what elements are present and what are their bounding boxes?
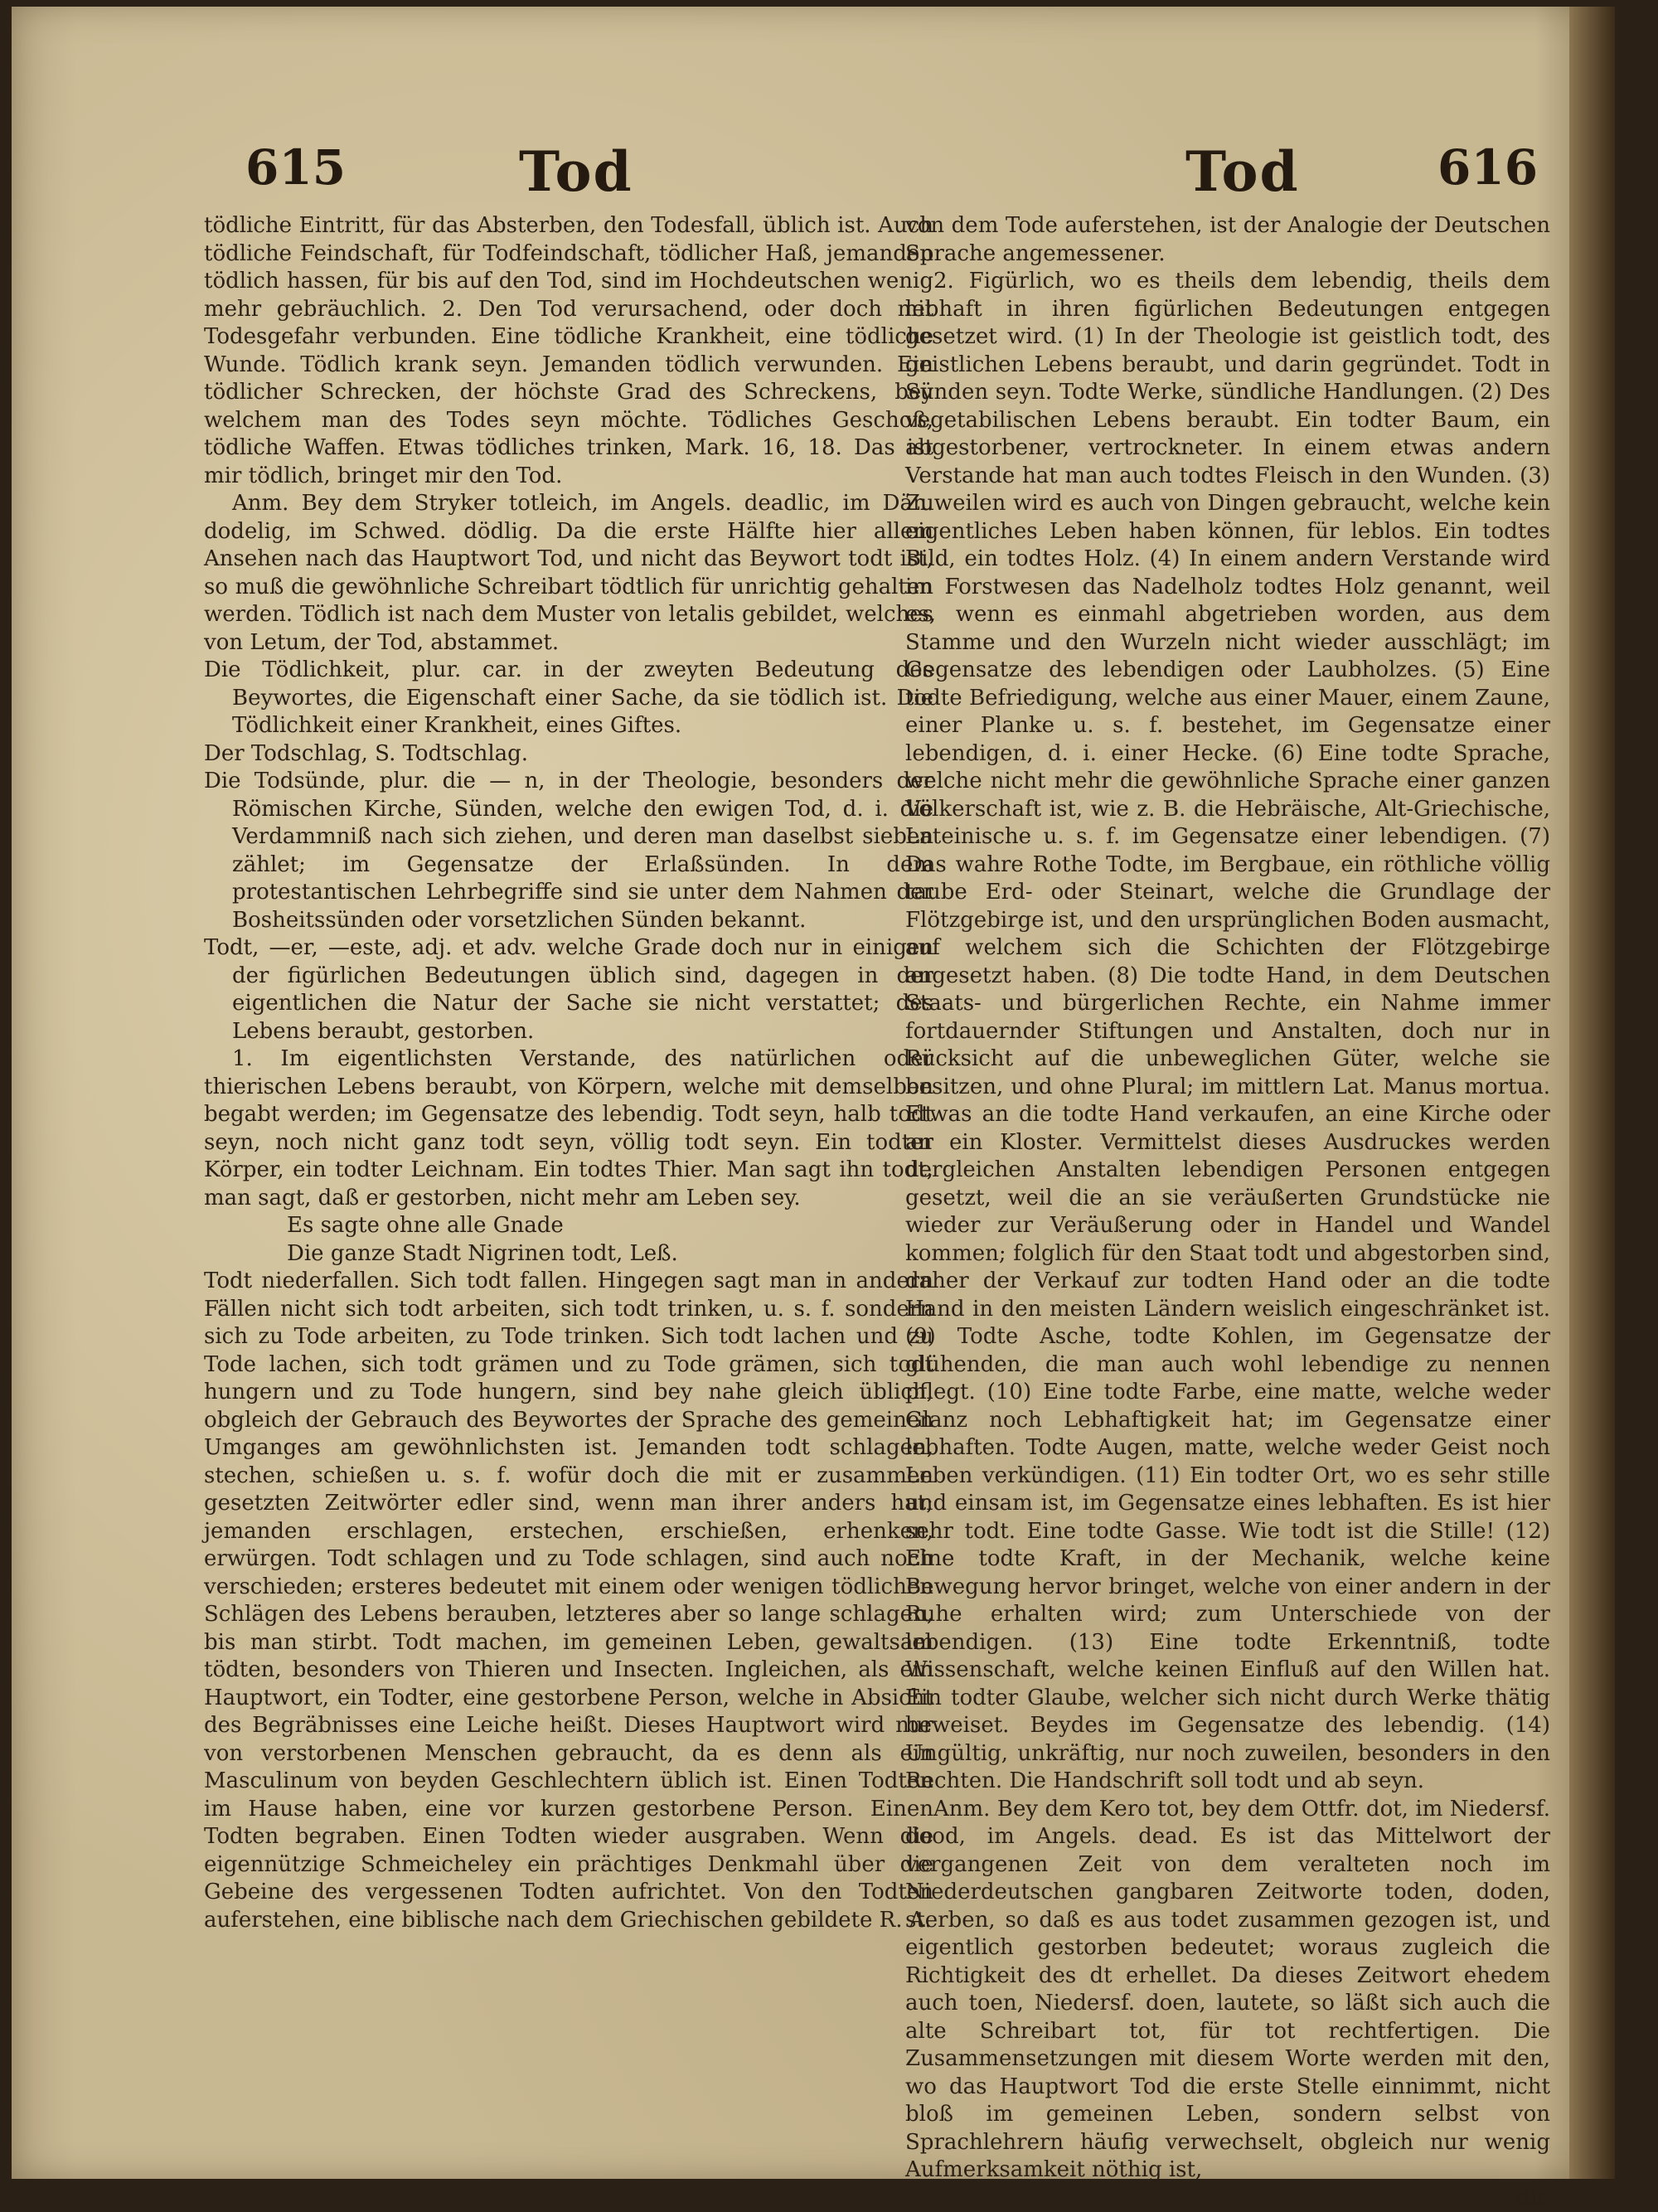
right-column-paragraph: 2. Figürlich, wo es theils dem lebendig, theils dem lebhaft in ihren figürlichen Bedeutungen entgegen gesetzet wird. (1) In der Theologie ist geistlich todt, des geistlichen Lebens beraubt, und darin gegründet. Todt in Sünden seyn. Todte Werke, sündliche Handlungen. (2) Des vegetabilischen Lebens beraubt. Ein todter Baum, ein abgestorbener, vertrockneter. In einem etwas andern Verstande hat man auch todtes Fleisch in den Wunden. (3) Zuweilen wird es auch von Dingen gebraucht, welche kein eigentliches Leben haben können, für leblos. Ein todtes Bild, ein todtes Holz. (4) In einem andern Verstande wird im Forstwesen das Nadelholz todtes Holz genannt, weil es, wenn es einmahl abgetrieben worden, aus dem Stamme und den Wurzeln nicht wieder ausschlägt; im Gegensatze des lebendigen oder Laubholzes. (5) Eine todte Befriedigung, welche aus einer Mauer, einem Zaune, einer Planke u. s. f. bestehet, im Gegensatze einer lebendigen, d. i. einer Hecke. (6) Eine todte Sprache, welche nicht mehr die gewöhnliche Sprache einer ganzen Völkerschaft ist, wie z. B. die Hebräische, Alt-Griechische, Lateinische u. s. f. im Gegensatze einer lebendigen. (7) Das wahre Rothe Todte, im Bergbaue, ein röthliche völlig taube Erd- oder Steinart, welche die Grundlage der Flötzgebirge ist, und den ursprünglichen Boden ausmacht, auf welchem sich die Schichten der Flötzgebirge angesetzt haben. (8) Die todte Hand, in dem Deutschen Staats- und bürgerlichen Rechte, ein Nahme immer fortdauernder Stiftungen und Anstalten, doch nur in Rücksicht auf die unbeweglichen Güter, welche sie besitzen, und ohne Plural; im mittlern Lat. Manus mortua. Etwas an die todte Hand verkaufen, an eine Kirche oder an ein Kloster. Vermittelst dieses Ausdruckes werden dergleichen Anstalten lebendigen Personen entgegen gesetzt, weil die an sie veräußerten Grundstücke nie wieder zur Veräußerung oder in Handel und Wandel kommen; folglich für den Staat todt und abgestorben sind, daher der Verkauf zur todten Hand oder an die todte Hand in den meisten Ländern weislich eingeschränket ist. (9) Todte Asche, todte Kohlen, im Gegensatze der glühenden, die man auch wohl lebendige zu nennen pflegt. (10) Eine todte Farbe, eine matte, welche weder Glanz noch Lebhaftigkeit hat; im Gegensatze einer lebhaften. Todte Augen, matte, welche weder Geist noch Leben verkündigen. (11) Ein todter Ort, wo es sehr stille und einsam ist, im Gegensatze eines lebhaften. Es ist hier sehr todt. Eine todte Gasse. Wie todt ist die Stille! (12) Eine todte Kraft, in der Mechanik, welche keine Bewegung hervor bringet, welche von einer andern in der Ruhe erhalten wird; zum Unterschiede von der lebendigen. (13) Eine todte Erkenntniß, todte Wissenschaft, welche keinen Einfluß auf den Willen hat. Ein todter Glaube, welcher sich nicht durch Werke thätig beweiset. Beydes im Gegensatze des lebendig. (14) Ungültig, unkräftig, nur noch zuweilen, besonders in den Rechten. Die Handschrift soll todt und ab seyn.: [905, 268, 1550, 1796]
left-column-paragraph: Die ganze Stadt Nigrinen todt, Leß.: [204, 1240, 933, 1269]
book-gutter: [1569, 7, 1615, 2179]
right-column-paragraph: die: [905, 2185, 1550, 2212]
right-text-column: [905, 212, 1550, 2212]
left-column-paragraph: Die Todsünde, plur. die — n, in der Theologie, besonders der Römischen Kirche, Sünden, welche den ewigen Tod, d. i. die Verdammniß nach sich ziehen, und deren man daselbst sieben zählet; im Gegensatze der Erlaßsünden. In dem protestantischen Lehrbegriffe sind sie unter dem Nahmen der Bosheitssünden oder vorsetzlichen Sünden bekannt.: [204, 768, 933, 934]
book-page: [12, 7, 1615, 2179]
right-column-paragraph: von dem Tode auferstehen, ist der Analogie der Deutschen Sprache angemessener.: [905, 212, 1550, 268]
left-column-paragraph: tödliche Eintritt, für das Absterben, den Todesfall, üblich ist. Auch tödliche Feindschaft, für Todfeindschaft, tödlicher Haß, jemanden tödlich hassen, für bis auf den Tod, sind im Hochdeutschen wenig mehr gebräuchlich. 2. Den Tod verursachend, oder doch mit Todesgefahr verbunden. Eine tödliche Krankheit, eine tödliche Wunde. Tödlich krank seyn. Jemanden tödlich verwunden. Ein tödlicher Schrecken, der höchste Grad des Schreckens, bey welchem man des Todes seyn möchte. Tödliches Geschoß, tödliche Waffen. Etwas tödliches trinken, Mark. 16, 18. Das ist mir tödlich, bringet mir den Tod.: [204, 212, 933, 490]
left-column-paragraph: Es sagte ohne alle Gnade: [204, 1212, 933, 1240]
left-column-paragraph: Der Todschlag, S. Todtschlag.: [204, 740, 933, 769]
right-page-number: 616: [1437, 139, 1538, 196]
left-column-paragraph: Anm. Bey dem Stryker totleich, im Angels. deadlic, im Dän. dodelig, im Schwed. dödlig. Da die erste Hälfte hier allem Ansehen nach das Hauptwort Tod, und nicht das Beywort todt ist, so muß die gewöhnliche Schreibart tödtlich für unrichtig gehalten werden. Tödlich ist nach dem Muster von letalis gebildet, welches von Letum, der Tod, abstammet.: [204, 490, 933, 657]
left-column-paragraph: Todt niederfallen. Sich todt fallen. Hingegen sagt man in andern Fällen nicht sich todt arbeiten, sich todt trinken, u. s. f. sondern sich zu Tode arbeiten, zu Tode trinken. Sich todt lachen und zu Tode lachen, sich todt grämen und zu Tode grämen, sich todt hungern und zu Tode hungern, sind bey nahe gleich üblich, obgleich der Gebrauch des Beywortes der Sprache des gemeinen Umganges am gewöhnlichsten ist. Jemanden todt schlagen, stechen, schießen u. s. f. wofür doch die mit er zusammen gesetzten Zeitwörter edler sind, wenn man ihrer anders hat; jemanden erschlagen, erstechen, erschießen, erhenken, erwürgen. Todt schlagen und zu Tode schlagen, sind auch noch verschieden; ersteres bedeutet mit einem oder wenigen tödlichen Schlägen des Lebens berauben, letzteres aber so lange schlagen, bis man stirbt. Todt machen, im gemeinen Leben, gewaltsam tödten, besonders von Thieren und Insecten. Ingleichen, als ein Hauptwort, ein Todter, eine gestorbene Person, welche in Absicht des Begräbnisses eine Leiche heißt. Dieses Hauptwort wird nur von verstorbenen Menschen gebraucht, da es denn als ein Masculinum von beyden Geschlechtern üblich ist. Einen Todten im Hause haben, eine vor kurzen gestorbene Person. Einen Todten begraben. Einen Todten wieder ausgraben. Wenn die eigennützige Schmeicheley ein prächtiges Denkmahl über die Gebeine des vergessenen Todten aufrichtet. Von den Todten auferstehen, eine biblische nach dem Griechischen gebildete R. A.: [204, 1268, 933, 1934]
left-column-paragraph: 1. Im eigentlichsten Verstande, des natürlichen oder thierischen Lebens beraubt, von Körpern, welche mit demselben begabt werden; im Gegensatze des lebendig. Todt seyn, halb todt seyn, noch nicht ganz todt seyn, völlig todt seyn. Ein todter Körper, ein todter Leichnam. Ein todtes Thier. Man sagt ihn todt, man sagt, daß er gestorben, nicht mehr am Leben sey.: [204, 1045, 933, 1212]
right-running-head: Tod: [1185, 139, 1300, 204]
left-page-number: 615: [245, 139, 346, 196]
left-text-column: [204, 212, 933, 1934]
left-column-paragraph: Die Tödlichkeit, plur. car. in der zweyten Bedeutung des Beywortes, die Eigenschaft einer Sache, da sie tödlich ist. Die Tödlichkeit einer Krankheit, eines Giftes.: [204, 657, 933, 740]
left-column-paragraph: Todt, —er, —este, adj. et adv. welche Grade doch nur in einigen der figürlichen Bedeutungen üblich sind, dagegen in der eigentlichen die Natur der Sache sie nicht verstattet; des Lebens beraubt, gestorben.: [204, 934, 933, 1045]
right-column-paragraph: Anm. Bey dem Kero tot, bey dem Ottfr. dot, im Niedersf. dood, im Angels. dead. Es ist das Mittelwort der vergangenen Zeit von dem veralteten noch im Niederdeutschen gangbaren Zeitworte toden, doden, sterben, so daß es aus todet zusammen gezogen ist, und eigentlich gestorben bedeutet; woraus zugleich die Richtigkeit des dt erhellet. Da dieses Zeitwort ehedem auch toen, Niedersf. doen, lautete, so läßt sich auch die alte Schreibart tot, für tot rechtfertigen. Die Zusammensetzungen mit diesem Worte werden mit den, wo das Hauptwort Tod die erste Stelle einnimmt, nicht bloß im gemeinen Leben, sondern selbst von Sprachlehrern häufig verwechselt, obgleich nur wenig Aufmerksamkeit nöthig ist,: [905, 1796, 1550, 2185]
left-running-head: Tod: [519, 139, 633, 204]
